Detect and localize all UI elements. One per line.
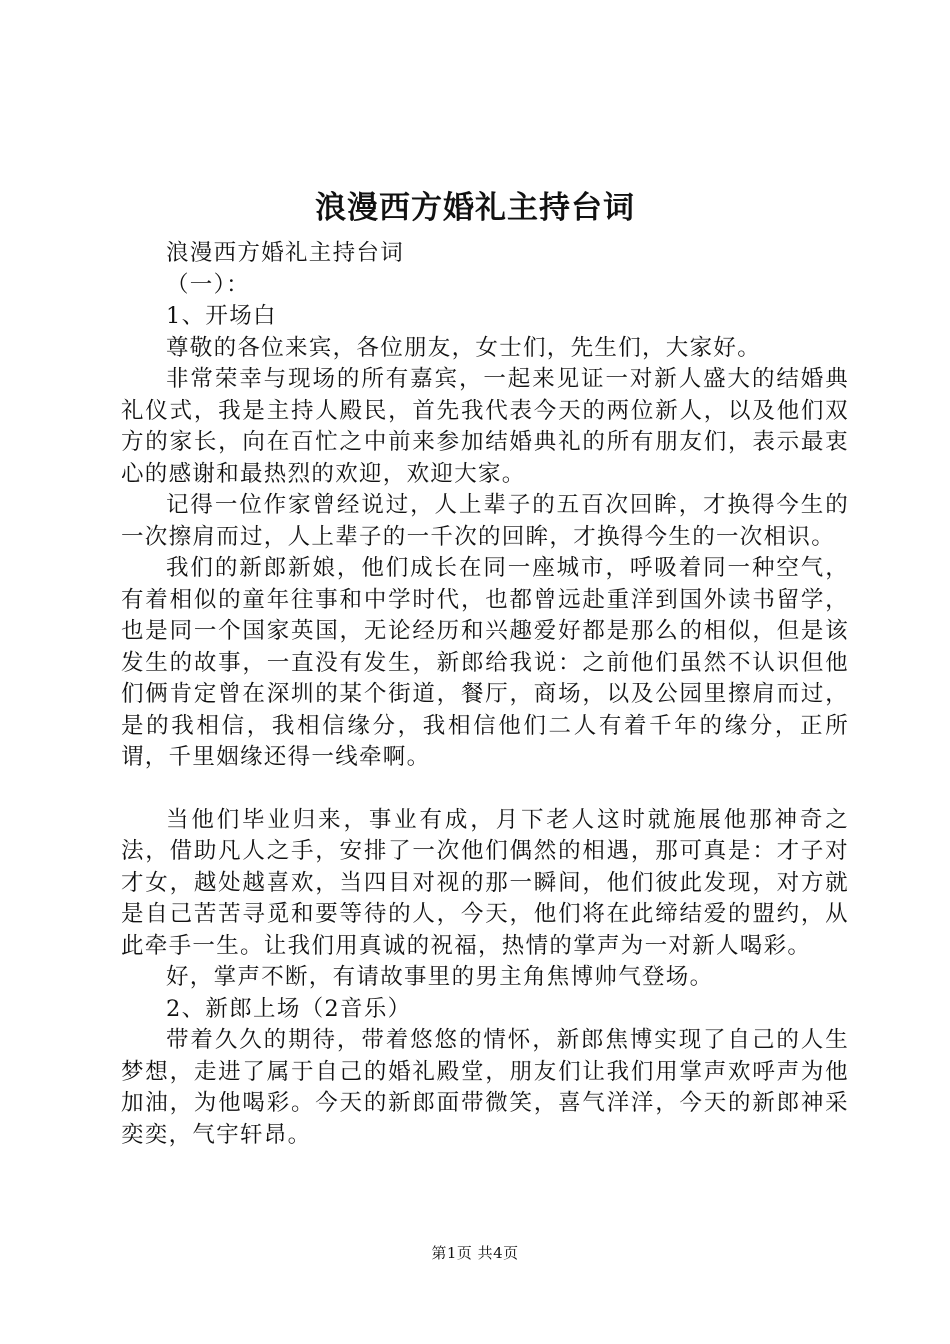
paragraph-greeting: 尊敬的各位来宾，各位朋友，女士们，先生们，大家好。 <box>166 334 762 361</box>
paragraph-section-marker: （一）： <box>166 271 250 298</box>
paragraph-applause: 好，掌声不断，有请故事里的男主角焦博帅气登场。 <box>166 964 714 990</box>
document-body <box>121 238 849 1151</box>
paragraph-meeting: 当他们毕业归来，事业有成，月下老人这时就施展他那神奇之法，借助凡人之手，安排了一次他们偶然的相遇，那可真是：才子对才女，越处越喜欢，当四目对视的那一瞬间，他们彼此发现，对方就是自己苦苦寻觅和要等待的人，今天，他们将在此缔结爱的盟约，从此牵手一生。让我们用真诚的祝福，热情的掌声为一对新人喝彩。 <box>121 806 849 959</box>
document-title: 浪漫西方婚礼主持台词 <box>315 190 635 226</box>
paragraph-welcome: 非常荣幸与现场的所有嘉宾，一起来见证一对新人盛大的结婚典礼仪式，我是主持人殿民，首先我代表今天的两位新人，以及他们双方的家长，向在百忙之中前来参加结婚典礼的所有朋友们，表示最衷心的感谢和最热烈的欢迎，欢迎大家。 <box>121 366 849 487</box>
paragraph-heading-groom: 2、新郎上场（2音乐） <box>166 995 412 1022</box>
paragraph-story: 我们的新郎新娘，他们成长在同一座城市，呼吸着同一种空气，有着相似的童年往事和中学时代，也都曾远赴重洋到国外读书留学，也是同一个国家英国，无论经历和兴趣爱好都是那么的相似，但是该发生的故事，一直没有发生，新郎给我说：之前他们虽然不认识但他们俩肯定曾在深圳的某个街道，餐厅，商场，以及公园里擦肩而过，是的我相信，我相信缘分，我相信他们二人有着千年的缘分，正所谓，千里姻缘还得一线牵啊。 <box>121 555 849 770</box>
paragraph-heading-opening: 1、开场白 <box>166 303 277 329</box>
page-number-footer: 第1页 共4页 <box>431 1244 519 1262</box>
paragraph-quote: 记得一位作家曾经说过，人上辈子的五百次回眸，才换得今生的一次擦肩而过，人上辈子的一千次的回眸，才换得今生的一次相识。 <box>121 492 849 550</box>
paragraph-subtitle: 浪漫西方婚礼主持台词 <box>166 240 405 266</box>
paragraph-groom-entrance: 带着久久的期待，带着悠悠的情怀，新郎焦博实现了自己的人生梦想，走进了属于自己的婚礼殿堂，朋友们让我们用掌声欢呼声为他加油，为他喝彩。今天的新郎面带微笑，喜气洋洋，今天的新郎神采奕奕，气宇轩昂。 <box>121 1027 849 1148</box>
